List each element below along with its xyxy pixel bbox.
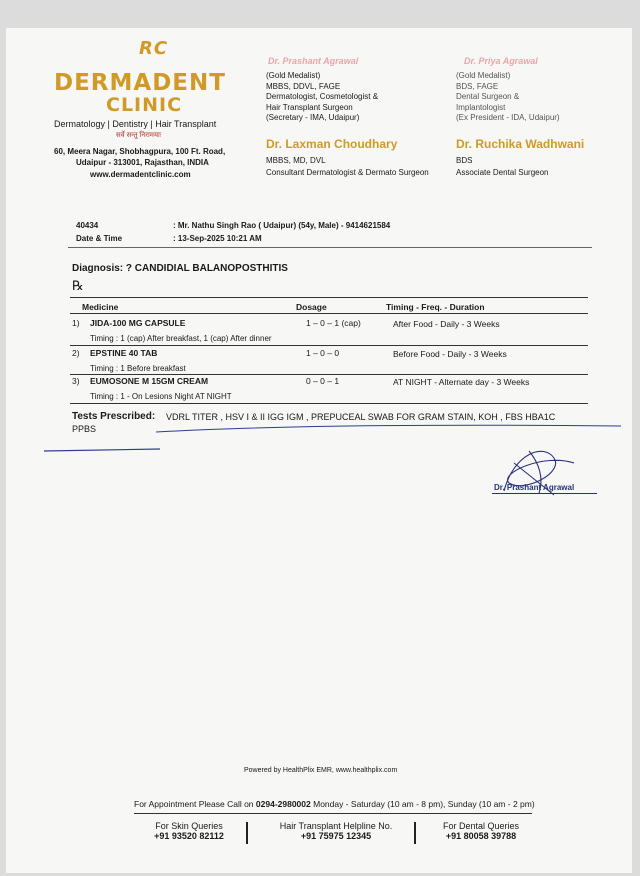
clinic-name-line1: DERMADENT xyxy=(54,70,226,96)
row2-timing: Before Food - Daily - 3 Weeks xyxy=(393,349,507,359)
rx-symbol: ℞ xyxy=(72,278,84,293)
row2-medicine: EPSTINE 40 TAB xyxy=(90,348,158,358)
header-medicine: Medicine xyxy=(82,302,119,312)
row3-dosage: 0 – 0 – 1 xyxy=(306,376,340,386)
row3-medicine: EUMOSONE M 15GM CREAM xyxy=(90,376,209,386)
doctor-left-name: Dr. Laxman Choudhary xyxy=(266,137,398,151)
doctor-right-degree: BDS xyxy=(456,156,473,165)
clinic-address-line2: Udaipur - 313001, Rajasthan, INDIA xyxy=(76,158,209,167)
row2-num: 2) xyxy=(72,348,80,358)
row1-note: Timing : 1 (cap) After breakfast, 1 (cap) After dinner xyxy=(90,334,272,343)
clinic-tagline: सर्वे सन्तु निरामयाः xyxy=(116,132,162,139)
footer-hair: Hair Transplant Helpline No. +91 75975 12345 xyxy=(279,821,393,841)
doctor-right-name: Dr. Ruchika Wadhwani xyxy=(456,137,585,151)
signature-name: Dr. Prashant Agrawal xyxy=(494,483,575,492)
clinic-monogram: RC xyxy=(139,38,169,59)
footer-separator-2 xyxy=(414,822,416,844)
clinic-website: www.dermadentclinic.com xyxy=(90,170,191,179)
doctor-left-qualifications: (Gold Medalist) MBBS, DDVL, FAGE Dermatologist, Cosmetologist & Hair Transplant Surgeon (Secretary - IMA, Udaipur) xyxy=(266,71,379,122)
date-label: Date & Time xyxy=(76,234,123,243)
footer-skin: For Skin Queries +91 93520 82112 xyxy=(154,821,224,841)
row3-num: 3) xyxy=(72,376,80,386)
row1-dosage: 1 – 0 – 1 (cap) xyxy=(306,318,361,328)
tests-line2: PPBS xyxy=(72,424,97,434)
row2-note: Timing : 1 Before breakfast xyxy=(90,364,186,373)
tests-line1: VDRL TITER , HSV I & II IGG IGM , PREPUCEAL SWAB FOR GRAM STAIN, KOH , FBS HBA1C xyxy=(166,412,556,422)
row1-line xyxy=(70,345,588,346)
doctor-left-faded-name: Dr. Prashant Agrawal xyxy=(268,56,359,66)
table-top-line xyxy=(70,297,588,298)
date-value: : 13-Sep-2025 10:21 AM xyxy=(173,234,262,243)
row2-line xyxy=(70,374,588,375)
signature-line xyxy=(492,493,597,494)
row1-medicine: JIDA-100 MG CAPSULE xyxy=(90,318,186,328)
doctor-left-degree: MBBS, MD, DVL xyxy=(266,156,326,165)
doctor-left-role: Consultant Dermatologist & Dermato Surgeon xyxy=(266,168,429,177)
footer-separator-1 xyxy=(246,822,248,844)
doctor-right-role: Associate Dental Surgeon xyxy=(456,168,549,177)
row2-dosage: 1 – 0 – 0 xyxy=(306,348,340,358)
signature-scribble xyxy=(484,443,604,503)
clinic-address-line1: 60, Meera Nagar, Shobhagpura, 100 Ft. Road, xyxy=(54,147,226,156)
diagnosis: Diagnosis: ? CANDIDIAL BALANOPOSTHITIS xyxy=(72,263,288,274)
row1-timing: After Food - Daily - 3 Weeks xyxy=(393,319,500,329)
prescription-sheet xyxy=(6,28,632,873)
footer-top-line xyxy=(134,813,532,814)
patient-name: : Mr. Nathu Singh Rao ( Udaipur) (54y, Male) - 9414621584 xyxy=(173,221,391,230)
clinic-services: Dermatology | Dentistry | Hair Transplant xyxy=(54,119,217,129)
row1-num: 1) xyxy=(72,318,80,328)
row3-note: Timing : 1 - On Lesions Night AT NIGHT xyxy=(90,392,232,401)
row3-line xyxy=(70,403,588,404)
patient-id: 40434 xyxy=(76,221,99,230)
doctor-right-faded-name: Dr. Priya Agrawal xyxy=(464,56,538,66)
table-header-line xyxy=(70,313,588,314)
clinic-name-line2: CLINIC xyxy=(106,94,183,116)
patient-divider xyxy=(68,247,592,248)
appointment-line: For Appointment Please Call on 0294-2980002 Monday - Saturday (10 am - 8 pm), Sunday (10 am - 2 pm) xyxy=(134,799,535,809)
powered-by: Powered by HealthPlix EMR, www.healthplix.com xyxy=(244,767,398,774)
header-dosage: Dosage xyxy=(296,302,327,312)
footer-dental: For Dental Queries +91 80058 39788 xyxy=(442,821,520,841)
header-timing: Timing - Freq. - Duration xyxy=(386,302,485,312)
row3-timing: AT NIGHT - Alternate day - 3 Weeks xyxy=(393,377,530,387)
tests-label: Tests Prescribed: xyxy=(72,411,156,422)
doctor-right-qualifications: (Gold Medalist) BDS, FAGE Dental Surgeon & Implantologist (Ex President - IDA, Udaipur) xyxy=(456,71,560,122)
